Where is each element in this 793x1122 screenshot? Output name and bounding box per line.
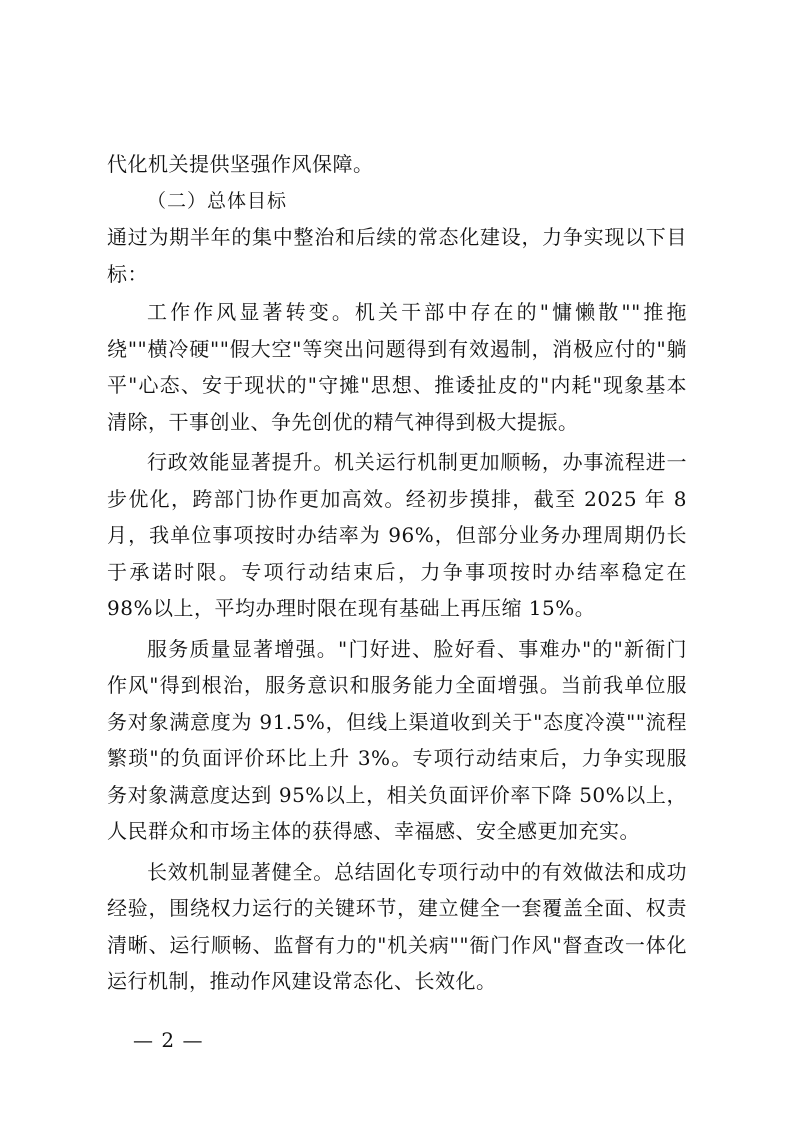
paragraph-efficiency: 行政效能显著提升。机关运行机制更加顺畅，办事流程进一步优化，跨部门协作更加高效。经初步摸排，截至 2025 年 8 月，我单位事项按时办结率为 96%，但部分业务办理周期仍长于承诺时限。专项行动结束后，力争事项按时办结率稳定在 98%以上，平均办理时限在现有基础上再压缩 15%。 [107,450,687,620]
continuation-text: 代化机关提供坚强作风保障。 [107,152,374,176]
page-number: — 2 — [133,1028,204,1052]
intro-text: 通过为期半年的集中整治和后续的常态化建设，力争实现以下目标： [107,225,687,286]
paragraph-work-style: 工作作风显著转变。机关干部中存在的"慵懒散""推拖绕""横冷硬""假大空"等突出问题得到有效遏制，消极应付的"躺平"心态、安于现状的"守摊"思想、推诿扯皮的"内耗"现象基本清除，干事创业、争先创优的精气神得到极大提振。 [107,300,687,434]
paragraph-long-term-mechanism: 长效机制显著健全。总结固化专项行动中的有效做法和成功经验，围绕权力运行的关键环节，建立健全一套覆盖全面、权责清晰、运行顺畅、监督有力的"机关病""衙门作风"督查改一体化运行机制，推动作风建设常态化、长效化。 [107,859,687,993]
paragraph-service-quality: 服务质量显著增强。"门好进、脸好看、事难办"的"新衙门作风"得到根治，服务意识和服务能力全面增强。当前我单位服务对象满意度为 91.5%，但线上渠道收到关于"态度冷漠""流程繁琐"的负面评价环比上升 3%。专项行动结束后，力争实现服务对象满意度达到 95%以上，相关负面评价率下降 50%以上，人民群众和市场主体的获得感、幸福感、安全感更加充实。 [107,636,687,843]
document-body [107,146,687,1000]
section-heading: （二）总体目标 [147,189,288,212]
